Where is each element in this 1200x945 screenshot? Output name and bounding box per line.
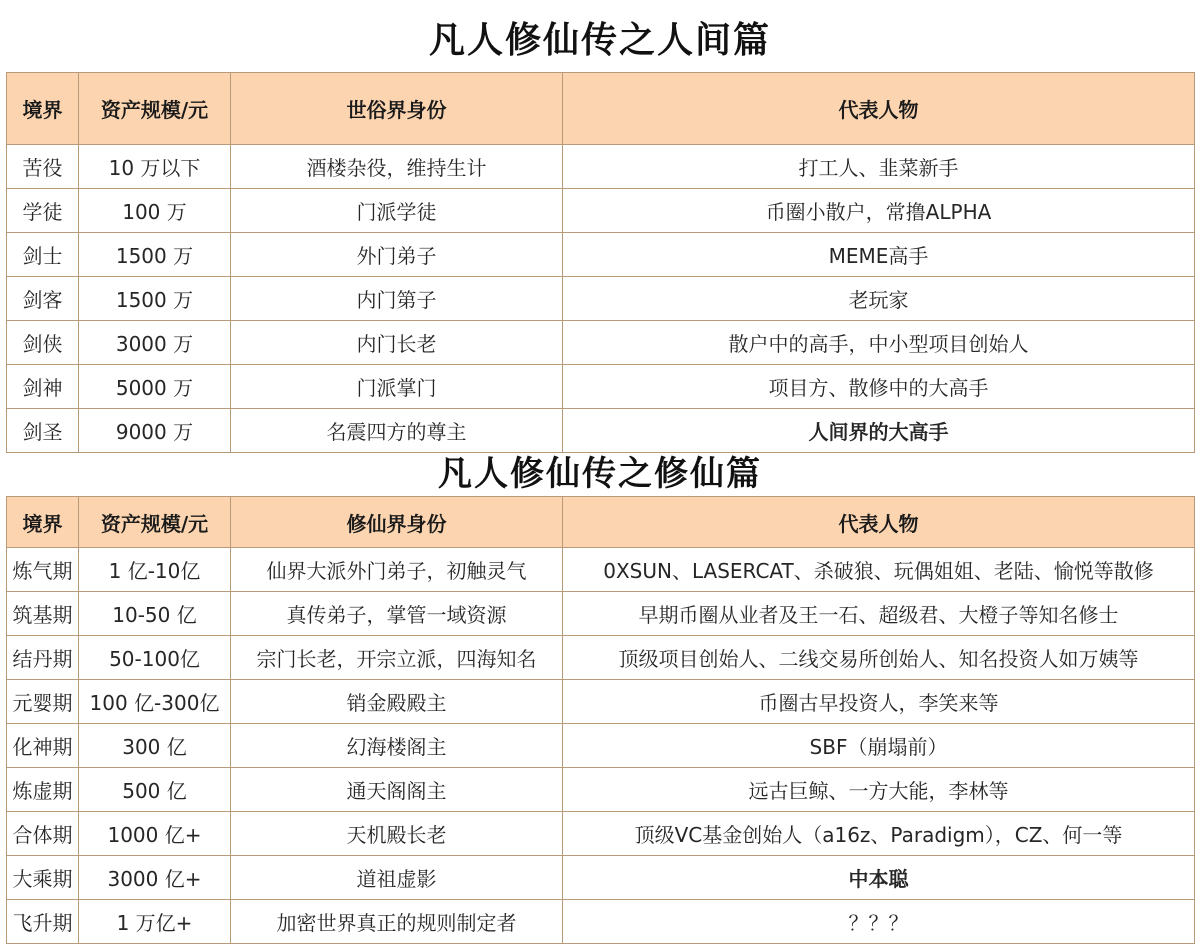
cell-people: 早期币圈从业者及王一石、超级君、大橙子等知名修士 [563, 592, 1195, 636]
cell-people: 打工人、韭菜新手 [563, 145, 1195, 189]
cell-assets: 1500 万 [79, 277, 231, 321]
table-row [7, 768, 1195, 812]
cultivation-realm-table [6, 496, 1195, 944]
cell-assets: 1 万亿+ [79, 900, 231, 944]
mortal-realm-table [6, 72, 1195, 453]
table-row [7, 233, 1195, 277]
cell-realm: 大乘期 [7, 856, 79, 900]
cell-realm: 飞升期 [7, 900, 79, 944]
header-people: 代表人物 [563, 73, 1195, 145]
cell-assets: 1500 万 [79, 233, 231, 277]
header-identity: 修仙界身份 [231, 497, 563, 548]
table-row [7, 548, 1195, 592]
cell-realm: 炼虚期 [7, 768, 79, 812]
cell-identity: 真传弟子，掌管一域资源 [231, 592, 563, 636]
cell-people: 人间界的大高手 [563, 409, 1195, 453]
cell-people: ？？？ [563, 900, 1195, 944]
table-row [7, 321, 1195, 365]
cell-realm: 剑圣 [7, 409, 79, 453]
cell-assets: 50-100亿 [79, 636, 231, 680]
cell-realm: 化神期 [7, 724, 79, 768]
cell-identity: 天机殿长老 [231, 812, 563, 856]
cell-people: 远古巨鲸、一方大能，李林等 [563, 768, 1195, 812]
cell-realm: 炼气期 [7, 548, 79, 592]
cell-people: 顶级VC基金创始人（a16z、Paradigm），CZ、何一等 [563, 812, 1195, 856]
header-people: 代表人物 [563, 497, 1195, 548]
table-row [7, 636, 1195, 680]
cell-assets: 300 亿 [79, 724, 231, 768]
cell-realm: 筑基期 [7, 592, 79, 636]
header-identity: 世俗界身份 [231, 73, 563, 145]
cell-assets: 1000 亿+ [79, 812, 231, 856]
cell-people: 币圈小散户，常撸ALPHA [563, 189, 1195, 233]
cell-assets: 3000 亿+ [79, 856, 231, 900]
mortal-table-body [7, 145, 1195, 453]
cell-identity: 通天阁阁主 [231, 768, 563, 812]
cell-identity: 销金殿殿主 [231, 680, 563, 724]
cell-identity: 内门长老 [231, 321, 563, 365]
table-row [7, 409, 1195, 453]
table-row [7, 812, 1195, 856]
cell-assets: 500 亿 [79, 768, 231, 812]
cell-people: 项目方、散修中的大高手 [563, 365, 1195, 409]
cell-people: 老玩家 [563, 277, 1195, 321]
cell-identity: 外门弟子 [231, 233, 563, 277]
cultivation-table-body [7, 548, 1195, 944]
table-row [7, 365, 1195, 409]
cell-assets: 1 亿-10亿 [79, 548, 231, 592]
cell-identity: 门派掌门 [231, 365, 563, 409]
cell-assets: 10-50 亿 [79, 592, 231, 636]
section-title-cultivation: 凡人修仙传之修仙篇 [438, 454, 762, 494]
section-title-mortal: 凡人修仙传之人间篇 [428, 20, 771, 61]
cell-realm: 苦役 [7, 145, 79, 189]
header-assets: 资产规模/元 [79, 73, 231, 145]
cell-identity: 内门第子 [231, 277, 563, 321]
cell-identity: 仙界大派外门弟子，初触灵气 [231, 548, 563, 592]
cell-assets: 100 亿-300亿 [79, 680, 231, 724]
cell-assets: 100 万 [79, 189, 231, 233]
header-assets: 资产规模/元 [79, 497, 231, 548]
cell-realm: 合体期 [7, 812, 79, 856]
cell-realm: 元婴期 [7, 680, 79, 724]
cell-people: 散户中的高手，中小型项目创始人 [563, 321, 1195, 365]
cell-realm: 学徒 [7, 189, 79, 233]
cell-assets: 9000 万 [79, 409, 231, 453]
cell-assets: 3000 万 [79, 321, 231, 365]
header-realm: 境界 [7, 497, 79, 548]
cell-people: 0XSUN、LASERCAT、杀破狼、玩偶姐姐、老陆、愉悦等散修 [563, 548, 1195, 592]
table-row [7, 189, 1195, 233]
table-row [7, 900, 1195, 944]
cell-people: SBF（崩塌前） [563, 724, 1195, 768]
cell-identity: 门派学徒 [231, 189, 563, 233]
cell-identity: 幻海楼阁主 [231, 724, 563, 768]
cell-assets: 10 万以下 [79, 145, 231, 189]
cell-identity: 酒楼杂役，维持生计 [231, 145, 563, 189]
cell-identity: 道祖虚影 [231, 856, 563, 900]
table-row [7, 856, 1195, 900]
table-header-row [7, 497, 1195, 548]
cell-realm: 剑士 [7, 233, 79, 277]
table-row [7, 145, 1195, 189]
table-row [7, 724, 1195, 768]
cell-assets: 5000 万 [79, 365, 231, 409]
table-row [7, 680, 1195, 724]
cell-people: MEME高手 [563, 233, 1195, 277]
cell-realm: 剑神 [7, 365, 79, 409]
header-realm: 境界 [7, 73, 79, 145]
cell-realm: 剑侠 [7, 321, 79, 365]
table-row [7, 277, 1195, 321]
cell-people: 中本聪 [563, 856, 1195, 900]
cell-identity: 名震四方的尊主 [231, 409, 563, 453]
table-header-row [7, 73, 1195, 145]
cell-people: 币圈古早投资人，李笑来等 [563, 680, 1195, 724]
cell-identity: 加密世界真正的规则制定者 [231, 900, 563, 944]
cell-people: 顶级项目创始人、二线交易所创始人、知名投资人如万姨等 [563, 636, 1195, 680]
cell-realm: 结丹期 [7, 636, 79, 680]
cell-realm: 剑客 [7, 277, 79, 321]
table-row [7, 592, 1195, 636]
cell-identity: 宗门长老，开宗立派，四海知名 [231, 636, 563, 680]
